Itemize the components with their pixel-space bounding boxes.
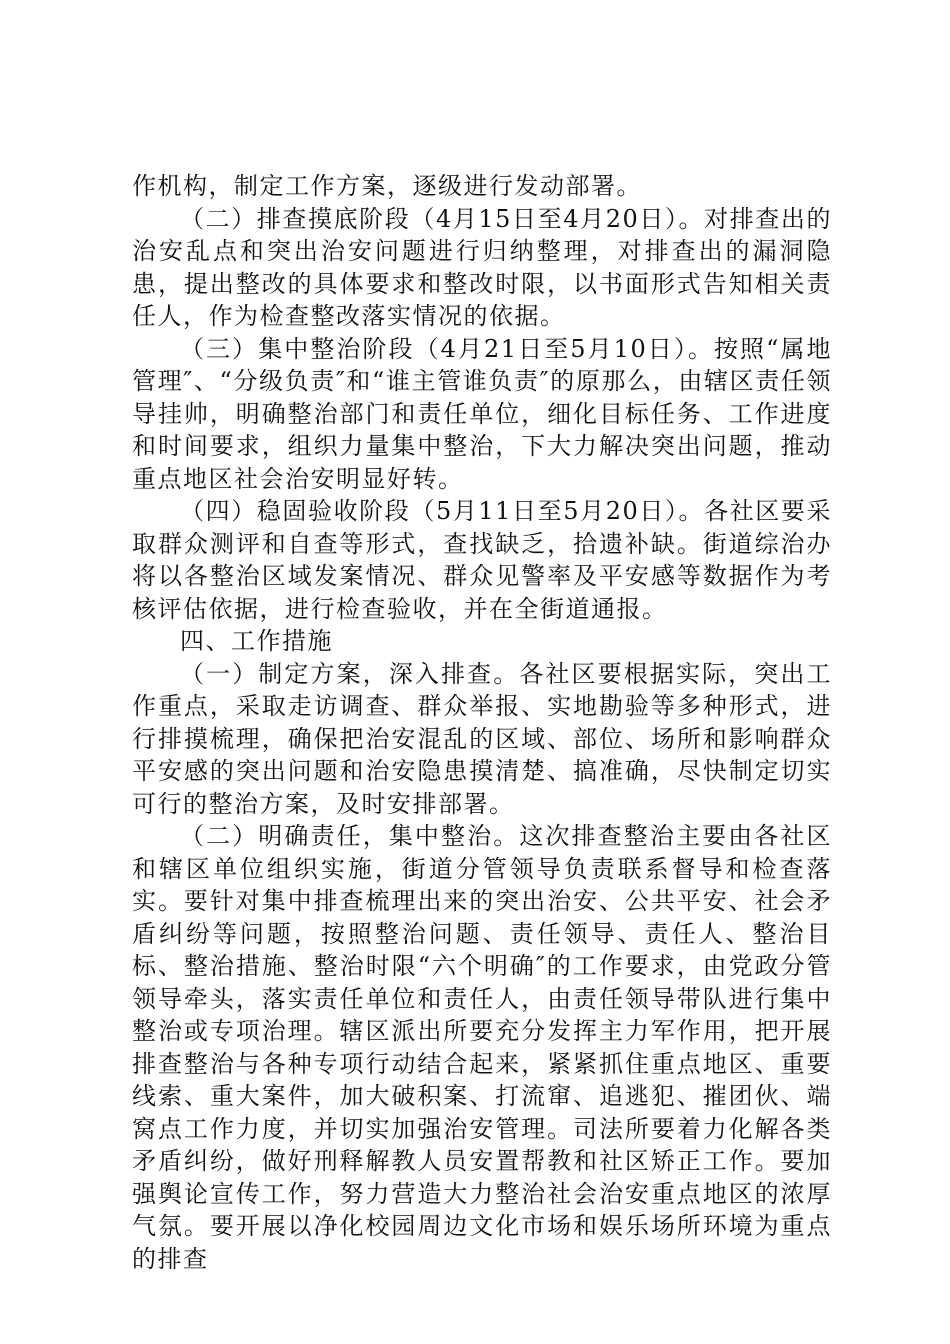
- paragraph-stage-three: （三）集中整治阶段（4月21日至5月10日）。按照“属地管理″、“分级负责″和“谁主管谁负责″的原那么，由辖区责任领导挂帅，明确整治部门和责任单位，细化目标任务、工作进度和时间要求，组织力量集中整治，下大力解决突出问题，推动重点地区社会治安明显好转。: [132, 334, 832, 493]
- paragraph-stage-four: （四）稳固验收阶段（5月11日至5月20日）。各社区要采取群众测评和自查等形式，查找缺乏，拾遗补缺。街道综治办将以各整治区域发案情况、群众见警率及平安感等数据作为考核评估依据，进行检查验收，并在全街道通报。: [132, 497, 832, 623]
- paragraph-continuation: 作机构，制定工作方案，逐级进行发动部署。: [132, 172, 642, 200]
- paragraph-measure-two: （二）明确责任，集中整治。这次排查整治主要由各社区和辖区单位组织实施，街道分管领导负责联系督导和检查落实。要针对集中排查梳理出来的突出治安、公共平安、社会矛盾纠纷等问题，按照整治问题、责任领导、责任人、整治目标、整治措施、整治时限“六个明确″的工作要求，由党政分管领导牵头，落实责任单位和责任人，由责任领导带队进行集中整治或专项治理。辖区派出所要充分发挥主力军作用，把开展排查整治与各种专项行动结合起来，紧紧抓住重点地区、重要线索、重大案件，加大破积案、打流窜、追逃犯、摧团伙、端窝点工作力度，并切实加强治安管理。司法所要着力化解各类矛盾纠纷，做好刑释解教人员安置帮教和社区矫正工作。要加强舆论宣传工作，努力营造大力整治社会治安重点地区的浓厚气氛。要开展以净化校园周边文化市场和娱乐场所环境为重点的排查: [132, 822, 832, 1273]
- document-body: [132, 170, 832, 1275]
- section-heading-measures: 四、工作措施: [180, 627, 333, 655]
- paragraph-measure-one: （一）制定方案，深入排查。各社区要根据实际，突出工作重点，采取走访调查、群众举报、实地勘验等多种形式，进行排摸梳理，确保把治安混乱的区域、部位、场所和影响群众平安感的突出问题和治安隐患摸清楚、搞准确，尽快制定切实可行的整治方案，及时安排部署。: [132, 659, 832, 818]
- paragraph-stage-two: （二）排查摸底阶段（4月15日至4月20日）。对排查出的治安乱点和突出治安问题进行归纳整理，对排查出的漏洞隐患，提出整改的具体要求和整改时限，以书面形式告知相关责任人，作为检查整改落实情况的依据。: [132, 204, 832, 330]
